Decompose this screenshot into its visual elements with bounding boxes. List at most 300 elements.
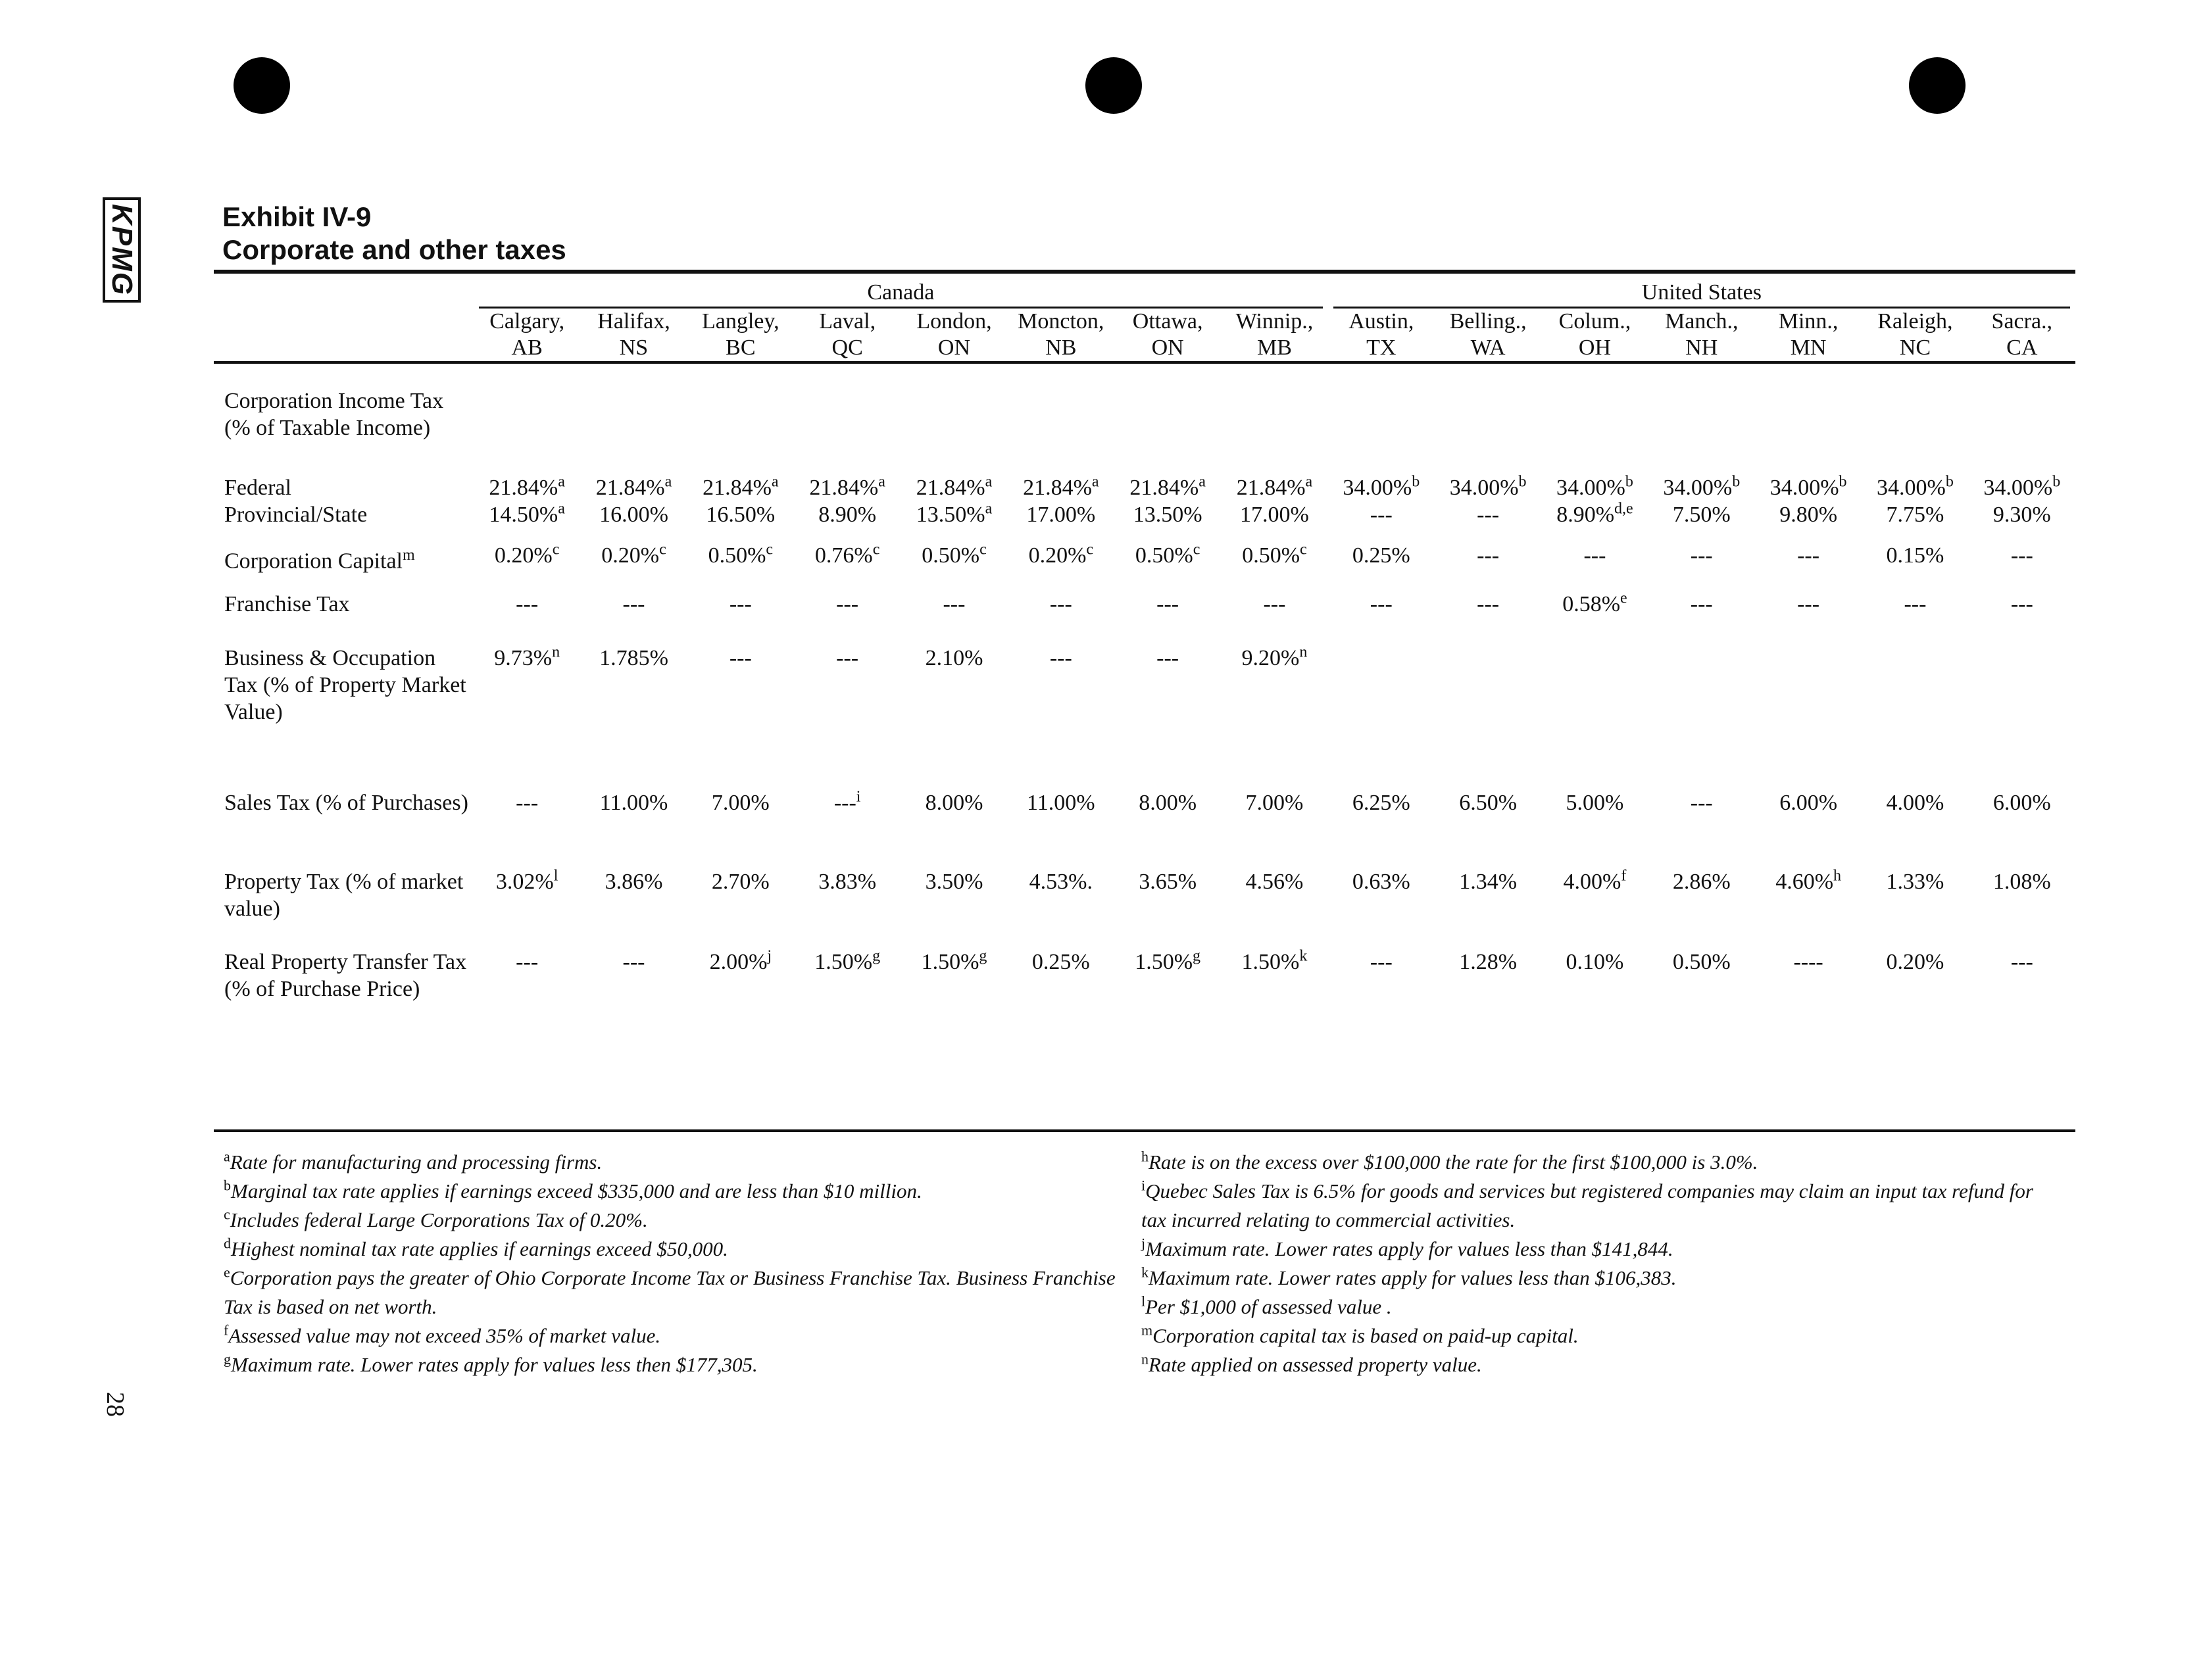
- table-cell: [1541, 949, 1648, 1038]
- table-cell: [1862, 949, 1968, 1038]
- table-cell: [901, 789, 1007, 868]
- cell-value: 7.00%: [1245, 791, 1304, 815]
- table-cell: [901, 868, 1007, 949]
- column-city: Laval,: [819, 309, 876, 334]
- cell-value: 2.10%: [925, 646, 983, 670]
- table-cell: [1328, 591, 1435, 645]
- cell-value: ---: [1370, 503, 1393, 527]
- brand-logo: KPMG: [99, 197, 145, 303]
- column-region: BC: [726, 335, 756, 360]
- cell-value: 1.50%: [1135, 950, 1193, 974]
- table-cell: [1114, 542, 1221, 591]
- cell-value: 3.86%: [605, 870, 663, 894]
- cell-value: ---: [729, 592, 752, 616]
- table-cell: [901, 474, 1007, 501]
- column-city: Manch.,: [1665, 309, 1739, 334]
- cell-value: ---: [1370, 592, 1393, 616]
- table-cell: [1435, 591, 1541, 645]
- table-cell: [1862, 868, 1968, 949]
- table-cell: [474, 949, 580, 1038]
- table-cell: [1862, 474, 1968, 501]
- cell-footnote-mark: l: [553, 867, 558, 885]
- cell-value: 21.84%: [489, 476, 558, 500]
- footnote: [224, 1322, 1125, 1350]
- footnote-text: Highest nominal tax rate applies if earnings exceed $50,000.: [231, 1237, 728, 1260]
- cell-footnote-mark: e: [1620, 589, 1627, 607]
- cell-value: 0.20%: [601, 543, 660, 568]
- column-header: [474, 309, 580, 362]
- column-city: Belling.,: [1449, 309, 1527, 334]
- table-cell: [1648, 474, 1755, 501]
- cell-footnote-mark: h: [1833, 867, 1842, 885]
- cell-value: 0.50%: [1672, 950, 1731, 974]
- table-cell: [1648, 501, 1755, 542]
- table-cell: [1221, 591, 1327, 645]
- cell-value: 4.00%: [1563, 870, 1621, 894]
- table-cell: [687, 645, 794, 789]
- cell-value: 7.00%: [711, 791, 770, 815]
- table-cell: [474, 645, 580, 789]
- table-cell: [1435, 645, 1541, 789]
- footnote: [1141, 1177, 2062, 1235]
- cell-value: ---: [1904, 592, 1927, 616]
- table-cell: [687, 542, 794, 591]
- column-city: Raleigh,: [1877, 309, 1953, 334]
- cell-value: ---: [1156, 592, 1179, 616]
- table-cell: [1328, 949, 1435, 1038]
- cell-value: ---: [2010, 592, 2033, 616]
- column-header-row: [214, 309, 2075, 362]
- footnotes-right: [1141, 1148, 2062, 1379]
- footnote-text: Rate for manufacturing and processing firms.: [230, 1150, 603, 1174]
- table-cell: [1862, 789, 1968, 868]
- table-cell: [1969, 789, 2075, 868]
- table-cell: [1435, 949, 1541, 1038]
- table-cell: [580, 868, 687, 949]
- footnote-mark: g: [224, 1350, 231, 1368]
- footnote-mark: d: [224, 1235, 231, 1252]
- cell-value: ---: [1263, 592, 1286, 616]
- cell-footnote-mark: a: [771, 473, 779, 491]
- table-cell: [1648, 645, 1755, 789]
- table-cell: [1755, 501, 1862, 542]
- table-cell: [1221, 542, 1327, 591]
- cell-value: 16.00%: [599, 503, 668, 527]
- footnote: [1141, 1322, 2062, 1350]
- cell-value: 6.25%: [1352, 791, 1410, 815]
- table-cell: [901, 542, 1007, 591]
- row-label-text: Real Property Transfer Tax (% of Purchase Price): [224, 950, 467, 1001]
- table-cell: [1221, 645, 1327, 789]
- punch-hole-center: [1085, 57, 1142, 114]
- cell-value: 3.50%: [925, 870, 983, 894]
- table-cell: [474, 868, 580, 949]
- cell-footnote-mark: j: [767, 947, 772, 965]
- cell-footnote-mark: c: [766, 541, 774, 558]
- cell-value: 0.63%: [1352, 870, 1410, 894]
- cell-footnote-mark: b: [1412, 473, 1420, 491]
- table-cell: [580, 474, 687, 501]
- table-cell: [1969, 501, 2075, 542]
- table-cell: [1221, 868, 1327, 949]
- cell-value: 4.60%: [1775, 870, 1834, 894]
- row-label-text: Corporation Income Tax (% of Taxable Income): [224, 389, 444, 440]
- column-city: Winnip.,: [1235, 309, 1314, 334]
- table-cell: [1008, 542, 1114, 591]
- table-cell: [901, 501, 1007, 542]
- column-header: [1648, 309, 1755, 362]
- column-header: [1008, 309, 1114, 362]
- cell-footnote-mark: b: [2052, 473, 2061, 491]
- table-cell: [901, 645, 1007, 789]
- table-cell: [687, 868, 794, 949]
- table-cell: [474, 474, 580, 501]
- table-cell: [1862, 645, 1968, 789]
- table-cell: [1435, 501, 1541, 542]
- table-cell: [1648, 789, 1755, 868]
- column-header: [1755, 309, 1862, 362]
- cell-value: ---: [836, 592, 859, 616]
- table-cell: [1969, 645, 2075, 789]
- table-cell: [1114, 789, 1221, 868]
- footnote-text: Assessed value may not exceed 35% of market value.: [228, 1324, 661, 1347]
- cell-value: 1.785%: [599, 646, 668, 670]
- column-city: Austin,: [1348, 309, 1414, 334]
- table-cell: [901, 949, 1007, 1038]
- cell-value: 0.15%: [1886, 543, 1944, 568]
- table-cell: [1114, 868, 1221, 949]
- row-label: [214, 645, 474, 789]
- row-label-text: Federal: [224, 476, 291, 500]
- cell-value: 34.00%: [1343, 476, 1412, 500]
- cell-value: 13.50%: [1133, 503, 1202, 527]
- cell-value: ----: [1793, 950, 1823, 974]
- footnote-text: Quebec Sales Tax is 6.5% for goods and services but registered companies may claim an input tax refund for tax incurred relating to commercial activities.: [1141, 1179, 2033, 1231]
- cell-value: ---: [943, 592, 966, 616]
- table-cell: [1755, 542, 1862, 591]
- footnote: [224, 1350, 1125, 1379]
- cell-value: 1.50%: [814, 950, 873, 974]
- column-region: MB: [1257, 335, 1292, 360]
- cell-footnote-mark: a: [985, 500, 993, 518]
- cell-value: 6.00%: [1992, 791, 2051, 815]
- column-header: [794, 309, 901, 362]
- cell-value: ---: [622, 950, 645, 974]
- footnote: [224, 1235, 1125, 1264]
- row-label: [214, 542, 474, 591]
- column-region: OH: [1578, 335, 1611, 360]
- table-cell: [1328, 868, 1435, 949]
- exhibit-heading: [222, 201, 566, 266]
- footnote-text: Corporation capital tax is based on paid-up capital.: [1152, 1324, 1579, 1347]
- cell-value: 2.70%: [711, 870, 770, 894]
- cell-value: ---: [1049, 592, 1072, 616]
- cell-value: 17.00%: [1026, 503, 1096, 527]
- column-city: Moncton,: [1018, 309, 1104, 334]
- cell-footnote-mark: c: [1193, 541, 1200, 558]
- table-row: [214, 789, 2075, 868]
- table-row: [214, 362, 2075, 474]
- table-row: [214, 868, 2075, 949]
- cell-footnote-mark: g: [979, 947, 987, 965]
- cell-value: ---: [833, 791, 856, 815]
- cell-value: ---: [1797, 592, 1820, 616]
- cell-value: 6.50%: [1459, 791, 1518, 815]
- cell-footnote-mark: c: [1086, 541, 1094, 558]
- column-header: [1114, 309, 1221, 362]
- cell-footnote-mark: n: [552, 643, 560, 661]
- cell-footnote-mark: k: [1299, 947, 1308, 965]
- table-cell: [794, 868, 901, 949]
- cell-value: ---: [1690, 791, 1713, 815]
- cell-footnote-mark: a: [1091, 473, 1099, 491]
- cell-value: 0.10%: [1566, 950, 1624, 974]
- table-cell: [1328, 789, 1435, 868]
- cell-footnote-mark: c: [552, 541, 560, 558]
- bottom-rule: [214, 1129, 2075, 1132]
- table-cell: [1435, 474, 1541, 501]
- top-rule: [214, 270, 2075, 274]
- cell-value: ---: [836, 646, 859, 670]
- table-cell: [794, 501, 901, 542]
- table-row: [214, 501, 2075, 542]
- cell-footnote-mark: a: [1199, 473, 1206, 491]
- cell-footnote-mark: c: [979, 541, 987, 558]
- footnote: [1141, 1293, 2062, 1322]
- cell-value: ---: [516, 791, 539, 815]
- table-cell: [794, 949, 901, 1038]
- column-region: AB: [511, 335, 543, 360]
- cell-footnote-mark: a: [558, 473, 565, 491]
- table-cell: [1755, 949, 1862, 1038]
- table-cell: [1755, 474, 1862, 501]
- cell-value: 9.30%: [1992, 503, 2051, 527]
- cell-value: 0.20%: [494, 543, 553, 568]
- cell-value: 21.84%: [1236, 476, 1306, 500]
- row-label: [214, 868, 474, 949]
- cell-value: 16.50%: [706, 503, 776, 527]
- table-cell: [794, 645, 901, 789]
- cell-footnote-mark: a: [558, 500, 565, 518]
- cell-value: 7.75%: [1886, 503, 1944, 527]
- footnote-text: Marginal tax rate applies if earnings exceed $335,000 and are less than $10 million.: [231, 1179, 922, 1202]
- cell-footnote-mark: c: [1300, 541, 1307, 558]
- cell-value: 14.50%: [489, 503, 558, 527]
- table-cell: [1969, 474, 2075, 501]
- column-header: [580, 309, 687, 362]
- footnote: [224, 1148, 1125, 1177]
- cell-footnote-mark: b: [1625, 473, 1633, 491]
- table-cell: [1541, 474, 1648, 501]
- table-cell: [794, 474, 901, 501]
- cell-value: ---: [1477, 543, 1500, 568]
- table-cell: [474, 591, 580, 645]
- table-cell: [1541, 591, 1648, 645]
- cell-value: 8.00%: [1139, 791, 1197, 815]
- country-group-header: [1328, 280, 2075, 309]
- row-spacer: [474, 362, 2075, 474]
- footnote-text: Corporation pays the greater of Ohio Corporate Income Tax or Business Franchise Tax. Business Franchise Tax is based on net worth.: [224, 1266, 1116, 1318]
- cell-value: 2.86%: [1672, 870, 1731, 894]
- page-number: 28: [101, 1392, 129, 1417]
- cell-value: ---: [1477, 592, 1500, 616]
- cell-value: 0.50%: [922, 543, 980, 568]
- cell-value: 11.00%: [1027, 791, 1095, 815]
- table-cell: [1328, 474, 1435, 501]
- footnote-mark: n: [1141, 1350, 1149, 1368]
- cell-value: 9.73%: [494, 646, 553, 670]
- footnote-text: Per $1,000 of assessed value .: [1145, 1295, 1392, 1318]
- footnote: [224, 1177, 1125, 1206]
- cell-footnote-mark: n: [1299, 643, 1308, 661]
- footnote-mark: l: [1141, 1293, 1146, 1310]
- footnote-mark: m: [1141, 1322, 1153, 1339]
- cell-footnote-mark: c: [659, 541, 666, 558]
- cell-footnote-mark: a: [664, 473, 672, 491]
- cell-value: 21.84%: [1129, 476, 1199, 500]
- cell-value: ---: [1690, 592, 1713, 616]
- column-region: NS: [619, 335, 649, 360]
- country-group-label: United States: [1333, 280, 2070, 309]
- footnote-text: Rate is on the excess over $100,000 the rate for the first $100,000 is 3.0%.: [1149, 1150, 1758, 1174]
- row-label: [214, 362, 474, 474]
- table-cell: [794, 542, 901, 591]
- cell-value: 34.00%: [1983, 476, 2053, 500]
- cell-value: 1.08%: [1992, 870, 2051, 894]
- cell-value: 1.34%: [1459, 870, 1518, 894]
- footnote-mark: e: [224, 1264, 230, 1281]
- table-cell: [1755, 645, 1862, 789]
- table-cell: [901, 591, 1007, 645]
- table-cell: [474, 501, 580, 542]
- column-region: TX: [1366, 335, 1397, 360]
- cell-value: 8.90%: [1556, 503, 1615, 527]
- footnote-mark: j: [1141, 1235, 1146, 1252]
- column-region: MN: [1790, 335, 1827, 360]
- table-cell: [580, 591, 687, 645]
- cell-value: 3.83%: [818, 870, 877, 894]
- table-cell: [1755, 789, 1862, 868]
- cell-value: 2.00%: [709, 950, 768, 974]
- column-header: [1862, 309, 1968, 362]
- row-label: [214, 591, 474, 645]
- footnote-mark: i: [1141, 1177, 1146, 1194]
- column-region: CA: [2006, 335, 2038, 360]
- cell-value: ---: [729, 646, 752, 670]
- table-cell: [1114, 474, 1221, 501]
- table-cell: [1862, 591, 1968, 645]
- cell-value: 8.90%: [818, 503, 877, 527]
- column-region: NB: [1045, 335, 1077, 360]
- cell-value: 0.20%: [1886, 950, 1944, 974]
- row-label: [214, 789, 474, 868]
- table-cell: [1008, 868, 1114, 949]
- footnote-mark: b: [224, 1177, 231, 1194]
- cell-value: 21.84%: [809, 476, 879, 500]
- row-label-text: Corporation Capital: [224, 549, 403, 574]
- cell-value: ---: [1477, 503, 1500, 527]
- cell-value: 0.76%: [814, 543, 873, 568]
- table-cell: [1969, 949, 2075, 1038]
- footnote-mark: h: [1141, 1148, 1149, 1165]
- cell-value: ---: [1797, 543, 1820, 568]
- table-cell: [687, 474, 794, 501]
- cell-value: ---: [1690, 543, 1713, 568]
- table-cell: [1969, 542, 2075, 591]
- table-cell: [794, 591, 901, 645]
- cell-value: 34.00%: [1769, 476, 1839, 500]
- table-cell: [1008, 789, 1114, 868]
- footnote-text: Includes federal Large Corporations Tax of 0.20%.: [230, 1208, 648, 1231]
- table-cell: [1862, 542, 1968, 591]
- table-cell: [687, 591, 794, 645]
- page-title: Corporate and other taxes: [222, 234, 566, 265]
- cell-value: 3.02%: [495, 870, 554, 894]
- table-cell: [1221, 789, 1327, 868]
- footnote-mark: k: [1141, 1264, 1149, 1281]
- country-group-label: Canada: [479, 280, 1323, 309]
- country-group-header: [474, 280, 1328, 309]
- cell-footnote-mark: b: [1732, 473, 1741, 491]
- table-cell: [1969, 591, 2075, 645]
- footnote: [1141, 1148, 2062, 1177]
- table-cell: [1328, 645, 1435, 789]
- cell-value: 0.58%: [1562, 592, 1621, 616]
- cell-footnote-mark: g: [872, 947, 881, 965]
- row-label: [214, 949, 474, 1038]
- row-label-text: Franchise Tax: [224, 592, 350, 616]
- table-cell: [1008, 591, 1114, 645]
- row-label: [214, 474, 474, 501]
- cell-footnote-mark: g: [1193, 947, 1201, 965]
- table-cell: [1862, 501, 1968, 542]
- table-cell: [1435, 868, 1541, 949]
- footnote-mark: c: [224, 1206, 230, 1223]
- column-city: Minn.,: [1778, 309, 1839, 334]
- table-cell: [1755, 868, 1862, 949]
- cell-value: 4.00%: [1886, 791, 1944, 815]
- cell-value: 9.80%: [1779, 503, 1838, 527]
- cell-value: 3.65%: [1139, 870, 1197, 894]
- column-region: NH: [1685, 335, 1718, 360]
- cell-value: 1.28%: [1459, 950, 1518, 974]
- table-cell: [794, 789, 901, 868]
- table-cell: [687, 949, 794, 1038]
- table-row: [214, 542, 2075, 591]
- cell-value: 5.00%: [1566, 791, 1624, 815]
- footnote-mark: f: [224, 1322, 229, 1339]
- column-region: ON: [937, 335, 971, 360]
- cell-value: 6.00%: [1779, 791, 1838, 815]
- table-row: [214, 474, 2075, 501]
- row-label-footnote-mark: m: [403, 547, 415, 564]
- column-city: Calgary,: [489, 309, 565, 334]
- cell-footnote-mark: c: [872, 541, 880, 558]
- table-cell: [1435, 542, 1541, 591]
- cell-value: ---: [1156, 646, 1179, 670]
- cell-value: 0.20%: [1028, 543, 1087, 568]
- table-cell: [1541, 868, 1648, 949]
- row-label-text: Provincial/State: [224, 503, 368, 527]
- footnote-text: Maximum rate. Lower rates apply for values less then $177,305.: [231, 1353, 758, 1376]
- table-cell: [1008, 474, 1114, 501]
- column-city: Sacra.,: [1991, 309, 2053, 334]
- cell-value: 0.25%: [1031, 950, 1090, 974]
- table-cell: [580, 949, 687, 1038]
- table-cell: [1648, 868, 1755, 949]
- column-region: ON: [1151, 335, 1184, 360]
- cell-value: 34.00%: [1556, 476, 1625, 500]
